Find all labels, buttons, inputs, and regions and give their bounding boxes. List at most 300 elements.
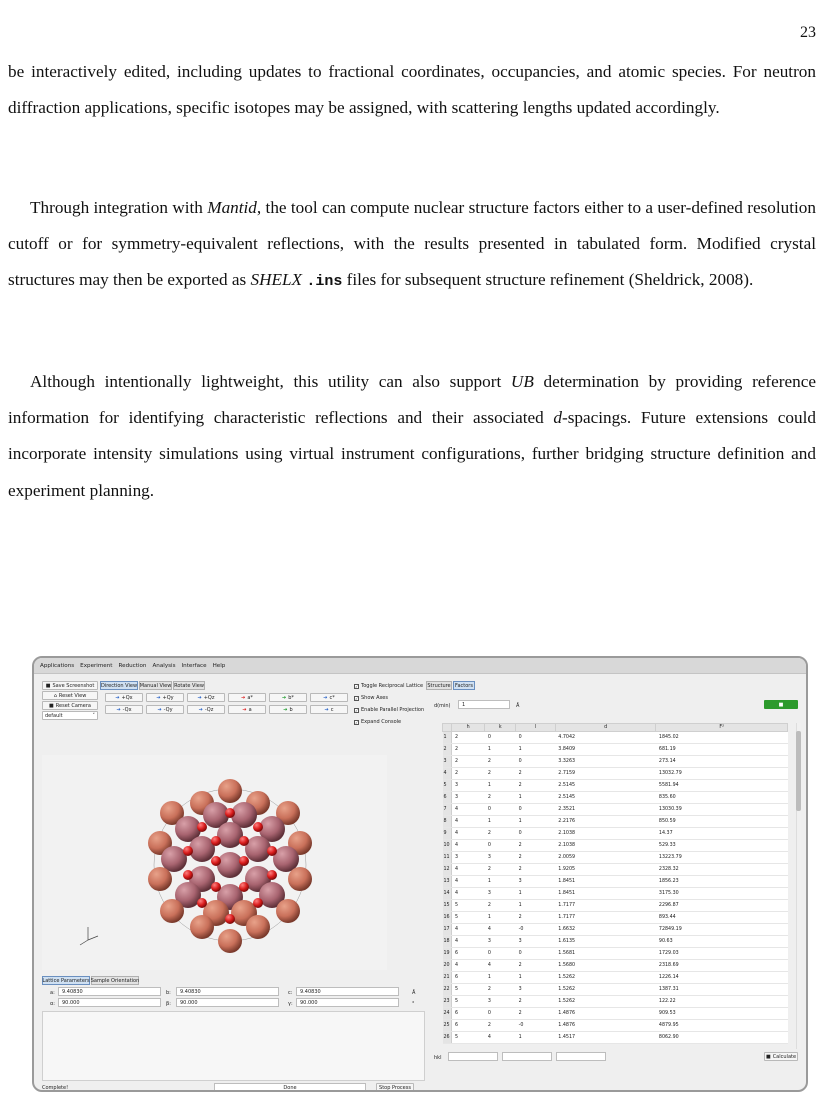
arrow-right-icon: ➔ — [156, 694, 161, 701]
row-number-cell: 4 — [443, 768, 452, 780]
text: determination by providing reference information for identifying characteristic reflections and their associated — [8, 372, 816, 428]
table-cell: 1845.02 — [656, 732, 788, 744]
table-cell: 2 — [516, 852, 556, 864]
row-number-cell: 22 — [443, 984, 452, 996]
table-cell: 1 — [485, 876, 516, 888]
expand-console-checkbox[interactable] — [354, 719, 401, 725]
table-cell: 122.22 — [656, 996, 788, 1008]
check-icon: ✓ — [355, 707, 359, 713]
table-cell: 4 — [452, 960, 485, 972]
table-row[interactable] — [443, 828, 788, 840]
table-cell: 2.1038 — [555, 840, 656, 852]
table-cell: 2 — [452, 768, 485, 780]
text: files for subsequent structure refinement (Sheldrick, 2008). — [342, 270, 754, 290]
tab-structure[interactable]: Structure — [427, 682, 451, 689]
table-cell: 893.44 — [656, 912, 788, 924]
direction-minus-qx-button[interactable] — [105, 705, 143, 714]
lattice-gamma-input[interactable]: 90.000 — [296, 998, 399, 1007]
table-cell: 835.60 — [656, 792, 788, 804]
table-row[interactable] — [443, 924, 788, 936]
direction-b-star-button[interactable] — [269, 693, 307, 702]
table-cell: 1856.23 — [656, 876, 788, 888]
table-cell: 2 — [452, 732, 485, 744]
row-number-cell: 17 — [443, 924, 452, 936]
button-label: +Qx — [121, 694, 133, 701]
preset-select[interactable] — [42, 711, 98, 720]
table-cell: 2 — [516, 840, 556, 852]
button-label: b* — [288, 694, 294, 701]
tab-lattice-parameters[interactable]: Lattice Parameters — [42, 977, 90, 984]
table-row[interactable] — [443, 732, 788, 744]
table-cell: 1.5262 — [555, 996, 656, 1008]
table-cell: 3 — [485, 996, 516, 1008]
check-icon: ✓ — [355, 695, 359, 701]
table-row[interactable] — [443, 876, 788, 888]
menu-interface[interactable]: Interface — [181, 662, 207, 669]
table-row[interactable] — [443, 768, 788, 780]
table-cell: 1387.31 — [656, 984, 788, 996]
table-cell: 1 — [516, 744, 556, 756]
table-cell: 4 — [452, 864, 485, 876]
header-f2[interactable]: F² — [656, 724, 788, 732]
table-cell: 0 — [516, 732, 556, 744]
table-cell: 2 — [516, 768, 556, 780]
button-label: b — [289, 706, 293, 713]
chevron-down-icon: ˅ — [92, 712, 95, 719]
table-row[interactable] — [443, 948, 788, 960]
checkbox-label: Enable Parallel Projection — [361, 707, 425, 713]
mantid-term: Mantid — [207, 198, 257, 217]
table-row[interactable] — [443, 960, 788, 972]
table-row[interactable] — [443, 792, 788, 804]
row-number-cell: 14 — [443, 888, 452, 900]
table-cell: 3.3263 — [555, 756, 656, 768]
direction-a-button[interactable] — [228, 705, 266, 714]
row-number-cell: 3 — [443, 756, 452, 768]
lattice-c-label: c: — [288, 990, 293, 996]
table-cell: 529.33 — [656, 840, 788, 852]
preset-value: default — [45, 712, 63, 719]
button-label: -Qz — [204, 706, 214, 713]
button-label: -Qy — [163, 706, 173, 713]
button-label: a — [248, 706, 252, 713]
table-cell: 3 — [452, 792, 485, 804]
table-cell: 0 — [516, 828, 556, 840]
table-cell: 2318.69 — [656, 960, 788, 972]
calculate-button[interactable] — [764, 1052, 798, 1061]
table-cell: 1.8451 — [555, 876, 656, 888]
table-row[interactable] — [443, 840, 788, 852]
row-number-cell: 18 — [443, 936, 452, 948]
table-cell: 2296.87 — [656, 900, 788, 912]
dmin-input[interactable]: 1 — [458, 700, 510, 709]
direction-minus-qy-button[interactable] — [146, 705, 184, 714]
table-cell: 1 — [516, 816, 556, 828]
table-cell: 2 — [485, 864, 516, 876]
row-number-cell: 6 — [443, 792, 452, 804]
table-cell: 1729.03 — [656, 948, 788, 960]
row-number-cell: 9 — [443, 828, 452, 840]
reset-view-button[interactable] — [42, 691, 98, 700]
progress-text: Done — [283, 1084, 297, 1091]
table-cell: 2.1038 — [555, 828, 656, 840]
button-label: c — [330, 706, 334, 713]
button-label: -Qx — [122, 706, 132, 713]
arrow-right-icon: ➔ — [282, 694, 287, 701]
direction-b-button[interactable] — [269, 705, 307, 714]
table-cell: 2.5145 — [555, 780, 656, 792]
menu-bar — [34, 658, 806, 674]
table-cell: 3 — [452, 852, 485, 864]
table-cell: 13223.79 — [656, 852, 788, 864]
table-row[interactable] — [443, 864, 788, 876]
table-cell: 5581.94 — [656, 780, 788, 792]
table-cell: 1 — [516, 900, 556, 912]
arrow-right-icon: ➔ — [115, 694, 120, 701]
table-cell: 1 — [516, 972, 556, 984]
table-cell: 1.4876 — [555, 1008, 656, 1020]
table-cell: 8062.90 — [656, 1032, 788, 1044]
table-cell: 1 — [485, 972, 516, 984]
table-cell: 2 — [516, 996, 556, 1008]
table-cell: 4.7042 — [555, 732, 656, 744]
table-row[interactable] — [443, 852, 788, 864]
row-number-header — [443, 724, 452, 732]
table-cell: 5 — [452, 996, 485, 1008]
table-cell: 2 — [485, 756, 516, 768]
table-cell: 3.8409 — [555, 744, 656, 756]
table-cell: 1 — [516, 792, 556, 804]
table-cell: 2 — [485, 1020, 516, 1032]
direction-plus-qy-button[interactable] — [146, 693, 184, 702]
lattice-b-label: b: — [166, 990, 171, 996]
reset-camera-button[interactable] — [42, 701, 98, 710]
row-number-cell: 20 — [443, 960, 452, 972]
paragraph-ub — [8, 364, 816, 509]
header-k[interactable]: k — [485, 724, 516, 732]
table-row[interactable] — [443, 1020, 788, 1032]
table-cell: 0 — [485, 948, 516, 960]
table-scrollbar-thumb[interactable] — [796, 731, 801, 811]
table-cell: 0 — [516, 948, 556, 960]
table-cell: 4 — [452, 816, 485, 828]
stop-process-button[interactable] — [376, 1083, 414, 1092]
table-cell: 4 — [485, 960, 516, 972]
dmin-unit-label: Å — [516, 703, 520, 709]
table-cell: 0 — [516, 756, 556, 768]
table-row[interactable] — [443, 900, 788, 912]
table-cell: 5 — [452, 900, 485, 912]
tab-factors[interactable]: Factors — [453, 681, 475, 690]
lattice-alpha-label: α: — [50, 1001, 55, 1007]
camera-icon: ■ — [49, 702, 54, 709]
table-cell: 4 — [452, 840, 485, 852]
table-row[interactable] — [443, 888, 788, 900]
table-cell: 1 — [485, 780, 516, 792]
crystal-viewport[interactable] — [42, 755, 387, 970]
table-cell: 2.0059 — [555, 852, 656, 864]
button-label: a* — [247, 694, 253, 701]
toggle-reciprocal-lattice-checkbox[interactable] — [354, 683, 423, 689]
table-cell: 1.5681 — [555, 948, 656, 960]
direction-minus-qz-button[interactable] — [187, 705, 225, 714]
lattice-b-input[interactable]: 9.40830 — [176, 987, 279, 996]
shelx-term: SHELX — [250, 270, 303, 290]
button-label: Save Screenshot — [52, 682, 95, 689]
table-cell: 4 — [452, 924, 485, 936]
table-cell: 2.7159 — [555, 768, 656, 780]
arrow-right-icon: ➔ — [283, 706, 288, 713]
table-cell: 3 — [485, 888, 516, 900]
row-number-cell: 21 — [443, 972, 452, 984]
button-label: +Qz — [203, 694, 215, 701]
table-cell: 1.6632 — [555, 924, 656, 936]
table-cell: 14.37 — [656, 828, 788, 840]
table-cell: 2.2176 — [555, 816, 656, 828]
lattice-alpha-input[interactable]: 90.000 — [58, 998, 161, 1007]
row-number-cell: 10 — [443, 840, 452, 852]
table-cell: 3 — [516, 936, 556, 948]
lattice-beta-label: β: — [166, 1001, 171, 1007]
table-row[interactable] — [443, 1008, 788, 1020]
arrow-right-icon: ➔ — [323, 694, 328, 701]
floppy-icon: ■ — [45, 682, 51, 689]
direction-c-button[interactable] — [310, 705, 348, 714]
table-row[interactable] — [443, 912, 788, 924]
button-label: Reset View — [58, 692, 87, 699]
table-row[interactable] — [443, 1032, 788, 1044]
table-row[interactable] — [443, 756, 788, 768]
row-number-cell: 19 — [443, 948, 452, 960]
table-cell: -0 — [516, 1020, 556, 1032]
menu-reduction[interactable]: Reduction — [118, 662, 147, 669]
structure-factor-table — [442, 723, 788, 1044]
hkl-h-input[interactable] — [448, 1052, 498, 1061]
crystal-structure-render — [42, 755, 387, 970]
arrow-right-icon: ➔ — [157, 706, 162, 713]
table-cell: 2 — [485, 792, 516, 804]
table-cell: 6 — [452, 1020, 485, 1032]
ins-extension: .ins — [306, 273, 343, 291]
console-output[interactable] — [42, 1011, 425, 1081]
table-cell: 6 — [452, 948, 485, 960]
table-cell: 1.7177 — [555, 912, 656, 924]
row-number-cell: 8 — [443, 816, 452, 828]
table-cell: 273.14 — [656, 756, 788, 768]
table-cell: 1226.14 — [656, 972, 788, 984]
check-icon: ✓ — [355, 683, 359, 689]
parallel-projection-checkbox[interactable] — [354, 707, 424, 713]
table-row[interactable] — [443, 936, 788, 948]
direction-a-star-button[interactable] — [228, 693, 266, 702]
tab-direction-view[interactable]: Direction View — [100, 682, 138, 689]
lattice-a-label: a: — [50, 990, 55, 996]
button-label: Calculate — [772, 1053, 797, 1060]
text: Although intentionally lightweight, this utility can also support — [30, 372, 511, 391]
button-label: c* — [329, 694, 335, 701]
row-number-cell: 11 — [443, 852, 452, 864]
table-cell: 4 — [452, 936, 485, 948]
tab-rotate-view[interactable]: Rotate View — [174, 682, 204, 689]
tab-manual-view[interactable]: Manual View — [139, 682, 172, 689]
table-cell: 3 — [516, 984, 556, 996]
menu-analysis[interactable]: Analysis — [152, 662, 176, 669]
table-cell: 1.5680 — [555, 960, 656, 972]
header-d[interactable]: d — [555, 724, 656, 732]
length-unit-label: Å — [412, 990, 416, 996]
arrow-right-icon: ➔ — [241, 694, 246, 701]
table-cell: 2 — [516, 864, 556, 876]
table-cell: 5 — [452, 912, 485, 924]
table-cell: 2 — [485, 828, 516, 840]
factors-action-button[interactable] — [764, 700, 798, 709]
table-cell: 1.8451 — [555, 888, 656, 900]
row-number-cell: 2 — [443, 744, 452, 756]
table-cell: 2 — [452, 744, 485, 756]
header-h[interactable]: h — [452, 724, 485, 732]
arrow-right-icon: ➔ — [242, 706, 247, 713]
row-number-cell: 23 — [443, 996, 452, 1008]
left-panel — [42, 681, 452, 1091]
app-screenshot — [32, 656, 808, 1092]
table-cell: 4 — [452, 828, 485, 840]
row-number-cell: 1 — [443, 732, 452, 744]
calculator-icon: ■ — [778, 701, 784, 708]
table-row[interactable] — [443, 816, 788, 828]
row-number-cell: 12 — [443, 864, 452, 876]
row-number-cell: 13 — [443, 876, 452, 888]
table-cell: -0 — [516, 924, 556, 936]
table-row[interactable] — [443, 780, 788, 792]
table-cell: 3 — [485, 852, 516, 864]
table-cell: 0 — [485, 840, 516, 852]
button-label: +Qy — [162, 694, 174, 701]
hkl-l-input[interactable] — [556, 1052, 606, 1061]
table-cell: 1.6135 — [555, 936, 656, 948]
table-cell: 1.9205 — [555, 864, 656, 876]
lattice-a-input[interactable]: 9.40830 — [58, 987, 161, 996]
text: , the tool can compute nuclear structure factors either to a user-defined resolution cutoff or for symmetry-equivalent reflections, with the results presented in tabulated form. Modified crystal structures may then be exported as — [8, 198, 816, 290]
table-cell: 4 — [485, 1032, 516, 1044]
table-cell: 2 — [452, 756, 485, 768]
table-cell: 5 — [452, 1032, 485, 1044]
table-cell: 0 — [516, 804, 556, 816]
paragraph-mantid — [8, 190, 816, 301]
ub-term: UB — [510, 372, 534, 391]
d-term: d — [553, 408, 562, 428]
table-cell: 909.53 — [656, 1008, 788, 1020]
check-icon: ✓ — [355, 719, 359, 725]
button-label: Stop Process — [379, 1084, 411, 1091]
table-cell: 4 — [452, 804, 485, 816]
table-cell: 1 — [485, 912, 516, 924]
status-text: Complete! — [42, 1085, 69, 1091]
table-cell: 2 — [485, 768, 516, 780]
header-l[interactable]: l — [516, 724, 556, 732]
arrow-right-icon: ➔ — [324, 706, 329, 713]
table-row[interactable] — [443, 984, 788, 996]
text: -spacings. Future extensions could incorporate intensity simulations using virtual instrument configurations, further bridging structure definition and experiment planning. — [8, 408, 816, 500]
arrow-right-icon: ➔ — [116, 706, 121, 713]
home-icon: ⌂ — [53, 692, 57, 699]
direction-plus-qx-button[interactable] — [105, 693, 143, 702]
table-cell: 1.5262 — [555, 972, 656, 984]
table-body — [443, 732, 788, 1044]
direction-c-star-button[interactable] — [310, 693, 348, 702]
menu-applications[interactable]: Applications — [40, 662, 75, 669]
row-number-cell: 26 — [443, 1032, 452, 1044]
page-number: 23 — [800, 24, 816, 41]
table-cell: 13032.79 — [656, 768, 788, 780]
table-cell: 1 — [516, 888, 556, 900]
row-number-cell: 5 — [443, 780, 452, 792]
show-axes-checkbox[interactable] — [354, 695, 388, 701]
lattice-gamma-label: γ: — [288, 1001, 293, 1007]
progress-bar — [214, 1083, 366, 1092]
table-cell: 850.59 — [656, 816, 788, 828]
direction-plus-qz-button[interactable] — [187, 693, 225, 702]
table-cell: 0 — [485, 732, 516, 744]
table-cell: 3175.30 — [656, 888, 788, 900]
table-cell: 2.5145 — [555, 792, 656, 804]
table-cell: 681.19 — [656, 744, 788, 756]
row-number-cell: 7 — [443, 804, 452, 816]
table-cell: 0 — [485, 1008, 516, 1020]
checkbox-label: Show Axes — [361, 695, 388, 701]
table-cell: 2 — [485, 900, 516, 912]
tab-sample-orientation[interactable]: Sample Orientation — [90, 977, 140, 984]
table-cell: 1.4517 — [555, 1032, 656, 1044]
table-cell: 72849.19 — [656, 924, 788, 936]
table-cell: 6 — [452, 972, 485, 984]
table-cell: 2 — [516, 1008, 556, 1020]
table-cell: 1.5262 — [555, 984, 656, 996]
row-number-cell: 15 — [443, 900, 452, 912]
table-cell: 4 — [452, 876, 485, 888]
atom-spheres — [148, 779, 312, 953]
table-cell: 2 — [516, 780, 556, 792]
table-cell: 2 — [516, 960, 556, 972]
menu-experiment[interactable]: Experiment — [80, 662, 113, 669]
save-screenshot-button[interactable] — [42, 681, 98, 690]
right-panel — [426, 681, 802, 1091]
menu-help[interactable]: Help — [212, 662, 226, 669]
table-cell: 2 — [485, 984, 516, 996]
table-row[interactable] — [443, 996, 788, 1008]
lattice-beta-input[interactable]: 90.000 — [176, 998, 279, 1007]
text: Through integration with — [30, 198, 208, 217]
hkl-k-input[interactable] — [502, 1052, 552, 1061]
row-number-cell: 16 — [443, 912, 452, 924]
table-row[interactable] — [443, 744, 788, 756]
table-row[interactable] — [443, 804, 788, 816]
table-header-row — [443, 724, 788, 732]
angle-unit-label: ° — [412, 1001, 415, 1007]
table-cell: 1 — [516, 1032, 556, 1044]
table-row[interactable] — [443, 972, 788, 984]
arrow-right-icon: ➔ — [198, 706, 203, 713]
dmin-label: d(min) — [434, 703, 451, 709]
table-cell: 0 — [485, 804, 516, 816]
table-cell: 90.63 — [656, 936, 788, 948]
row-number-cell: 24 — [443, 1008, 452, 1020]
table-cell: 2.3521 — [555, 804, 656, 816]
table-cell: 1 — [485, 744, 516, 756]
checkbox-label: Toggle Reciprocal Lattice — [361, 683, 424, 689]
table-cell: 2 — [516, 912, 556, 924]
lattice-c-input[interactable]: 9.40830 — [296, 987, 399, 996]
arrow-right-icon: ➔ — [197, 694, 202, 701]
